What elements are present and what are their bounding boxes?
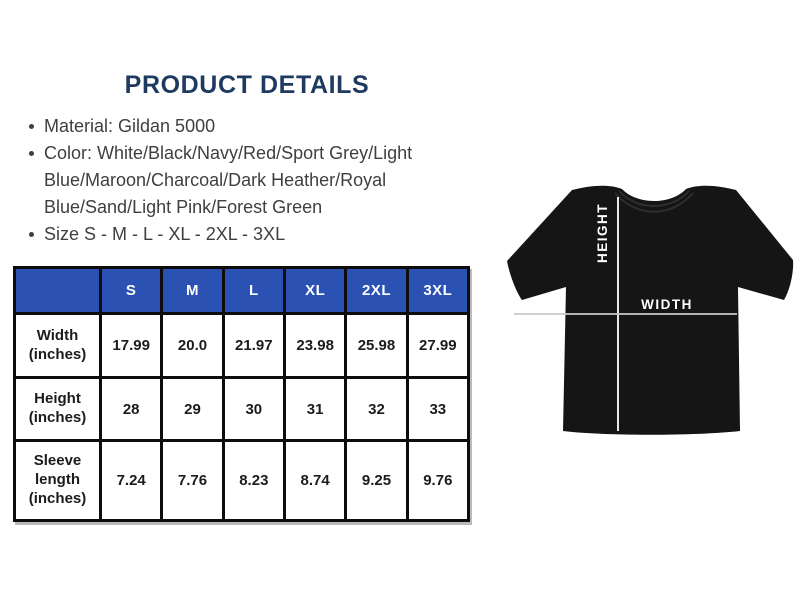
size-column-header: 3XL: [407, 268, 468, 314]
list-item: [29, 140, 489, 221]
size-value-cell: 9.25: [346, 441, 407, 521]
table-row: [15, 378, 469, 441]
size-value-cell: 32: [346, 378, 407, 441]
list-item: [29, 113, 489, 140]
size-value-cell: 27.99: [407, 314, 468, 378]
row-label-cell: Sleeve length (inches): [15, 441, 101, 521]
size-table-body: [15, 314, 469, 521]
size-value-cell: 20.0: [162, 314, 223, 378]
size-value-cell: 17.99: [101, 314, 162, 378]
page-title: PRODUCT DETAILS: [124, 71, 370, 99]
size-value-cell: 7.24: [101, 441, 162, 521]
size-table-header-row: [15, 268, 469, 314]
size-value-cell: 23.98: [284, 314, 345, 378]
size-column-header: XL: [284, 268, 345, 314]
width-label: WIDTH: [641, 297, 693, 312]
table-row: [15, 314, 469, 378]
size-value-cell: 9.76: [407, 441, 468, 521]
list-item-text: Size S - M - L - XL - 2XL - 3XL: [44, 224, 286, 244]
size-column-header: S: [101, 268, 162, 314]
size-column-header: 2XL: [346, 268, 407, 314]
size-value-cell: 33: [407, 378, 468, 441]
size-value-cell: 8.23: [223, 441, 284, 521]
size-value-cell: 21.97: [223, 314, 284, 378]
size-column-header: M: [162, 268, 223, 314]
list-item-text: Material: Gildan 5000: [44, 116, 216, 136]
size-value-cell: 31: [284, 378, 345, 441]
row-label-cell: Width (inches): [15, 314, 101, 378]
list-item-text: Color: White/Black/Navy/Red/Sport Grey/Light Blue/Maroon/Charcoal/Dark Heather/Royal Blue/Sand/Light Pink/Forest Green: [44, 143, 413, 217]
table-row: [15, 441, 469, 521]
bullet-icon: [29, 124, 34, 129]
size-chart-table: [13, 266, 470, 522]
bullet-icon: [29, 232, 34, 237]
list-item: [29, 221, 489, 248]
size-value-cell: 29: [162, 378, 223, 441]
height-label: HEIGHT: [595, 202, 610, 264]
size-value-cell: 8.74: [284, 441, 345, 521]
tshirt-size-diagram: [497, 148, 797, 440]
size-value-cell: 30: [223, 378, 284, 441]
bullet-icon: [29, 151, 34, 156]
corner-header-cell: [15, 268, 101, 314]
size-value-cell: 28: [101, 378, 162, 441]
size-value-cell: 25.98: [346, 314, 407, 378]
details-list: [29, 113, 489, 248]
row-label-cell: Height (inches): [15, 378, 101, 441]
size-column-header: L: [223, 268, 284, 314]
size-value-cell: 7.76: [162, 441, 223, 521]
